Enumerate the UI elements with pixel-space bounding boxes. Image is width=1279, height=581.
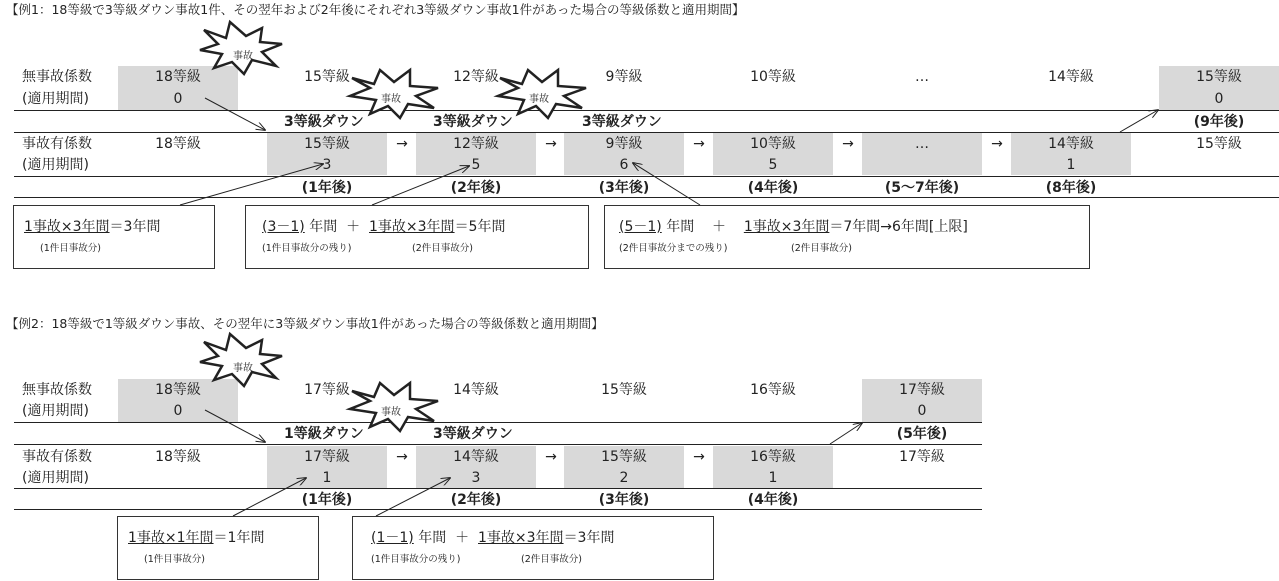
ex1-year-label: (2年後) [450, 180, 502, 196]
ex1-box2-note2: (2件目事故分) [412, 243, 473, 254]
ex1-box2-part2: 1事故×3年間 [369, 219, 455, 235]
ex1-nf-sublabel: (適用期間) [22, 91, 89, 107]
ex2-year-label: (1年後) [301, 492, 353, 508]
ex1-year-label: (1年後) [301, 180, 353, 196]
ex2-f-grade: 15等級 [601, 449, 647, 465]
ex1-flow-arrow: → [693, 136, 705, 152]
ex1-year-label: (3年後) [598, 180, 650, 196]
ex1-flow-arrow: → [545, 136, 557, 152]
ex2-box2-note1: (1件目事故分の残り) [371, 554, 461, 565]
ex1-box3-note1: (2件目事故分までの残り) [619, 243, 728, 254]
ex1-f-sublabel: (適用期間) [22, 157, 89, 173]
ex1-nf-grade: 15等級 [304, 69, 350, 85]
ex2-f-period: 1 [768, 470, 778, 486]
ex1-box3-part1b: 年間 [666, 219, 695, 235]
ex1-year-label: (5～7年後) [884, 180, 960, 196]
ex2-f-grade: 16等級 [750, 449, 796, 465]
ex1-down-label: 3等級ダウン [582, 114, 662, 130]
ex1-accident-label: 事故 [529, 94, 549, 105]
ex1-nf-grade: 10等級 [750, 69, 796, 85]
ex1-nf-grade: 14等級 [1048, 69, 1094, 85]
ex2-f-label: 事故有係数 [22, 449, 92, 465]
ex2-recovery-arrow [830, 423, 862, 444]
ex1-nf-grade: 9等級 [605, 69, 643, 85]
ex2-nf-sublabel: (適用期間) [22, 403, 89, 419]
ex2-accident-burst-1 [200, 334, 282, 386]
ex2-box2-part1b: 年間 [418, 530, 447, 546]
ex1-box3-part1: (5－1) [619, 219, 662, 235]
ex2-box1-note: (1件目事故分) [144, 554, 205, 565]
ex1-nf-period: 0 [1214, 91, 1224, 107]
ex1-f-grade: 12等級 [453, 136, 499, 152]
ex2-drop-arrow [205, 410, 265, 442]
ex2-box2-note2: (2件目事故分) [521, 554, 582, 565]
ex1-nf-grade: 15等級 [1196, 69, 1242, 85]
ex1-box2-plus: ＋ [346, 219, 361, 235]
ex1-down-label: 3等級ダウン [433, 114, 513, 130]
ex2-box1-result: ＝1年間 [213, 530, 265, 546]
ex2-box2-result: ＝3年間 [563, 530, 615, 546]
ex2-accident-label: 事故 [233, 363, 253, 374]
ex1-flow-arrow: → [396, 136, 408, 152]
ex1-f-grade: 10等級 [750, 136, 796, 152]
ex2-year-label: (3年後) [598, 492, 650, 508]
ex2-box2-pointer [376, 478, 450, 516]
ex2-nf-grade: 15等級 [601, 382, 647, 398]
ex2-flow-arrow: → [396, 449, 408, 465]
ex1-box2-pointer [372, 166, 469, 205]
ex1-f-grade: 14等級 [1048, 136, 1094, 152]
ex1-f-grade: … [915, 136, 929, 152]
ex1-accident-label: 事故 [381, 94, 401, 105]
ex1-accident-burst-1 [200, 22, 282, 74]
ex1-f-grade: 18等級 [155, 136, 201, 152]
ex1-f-period: 3 [322, 157, 332, 173]
ex2-nf-period: 0 [173, 403, 183, 419]
ex1-accident-label: 事故 [233, 51, 253, 62]
ex2-final-year: (5年後) [896, 426, 948, 442]
ex1-drop-arrow [205, 98, 265, 130]
ex2-nf-grade: 17等級 [304, 382, 350, 398]
ex1-nf-period: 0 [173, 91, 183, 107]
ex1-box1-calc: 1事故×3年間 [24, 219, 110, 235]
ex2-f-grade: 17等級 [899, 449, 945, 465]
ex1-f-label: 事故有係数 [22, 136, 92, 152]
ex2-box2-part1: (1－1) [371, 530, 414, 546]
ex2-f-sublabel: (適用期間) [22, 470, 89, 486]
ex2-f-period: 1 [322, 470, 332, 486]
ex1-box3-pointer [633, 163, 700, 205]
ex1-f-period: 6 [619, 157, 629, 173]
ex2-accident-label: 事故 [381, 407, 401, 418]
ex2-year-label: (4年後) [747, 492, 799, 508]
ex1-f-period: 5 [471, 157, 481, 173]
ex2-title: 【例2：18等級で1等級ダウン事故、その翌年に3等級ダウン事故1件があった場合の等級係数と適用期間】 [6, 316, 604, 331]
ex1-f-period: 5 [768, 157, 778, 173]
ex1-box3-result: ＝7年間→6年間[上限] [829, 219, 968, 235]
ex1-f-period: 1 [1066, 157, 1076, 173]
ex1-box2-part1: (3－1) [262, 219, 305, 235]
ex2-down-label: 3等級ダウン [433, 426, 513, 442]
ex2-box2-part2: 1事故×3年間 [478, 530, 564, 546]
ex1-box1-pointer [180, 164, 323, 205]
ex1-f-grade: 15等級 [304, 136, 350, 152]
ex1-year-label: (8年後) [1045, 180, 1097, 196]
ex1-recovery-arrow [1120, 110, 1158, 132]
ex1-flow-arrow: → [842, 136, 854, 152]
ex1-nf-grade: 18等級 [155, 69, 201, 85]
ex1-f-grade: 9等級 [605, 136, 643, 152]
ex2-nf-grade: 18等級 [155, 382, 201, 398]
ex2-box1-pointer [233, 478, 306, 516]
ex1-title: 【例1：18等級で3等級ダウン事故1件、その翌年および2年後にそれぞれ3等級ダウン事故1件があった場合の等級係数と適用期間】 [6, 2, 745, 17]
ex2-year-label: (2年後) [450, 492, 502, 508]
ex1-flow-arrow: → [991, 136, 1003, 152]
ex1-box2-note1: (1件目事故分の残り) [262, 243, 352, 254]
ex2-box1-calc: 1事故×1年間 [128, 530, 214, 546]
ex1-nf-grade: … [915, 69, 929, 85]
ex1-box2-part1b: 年間 [309, 219, 338, 235]
ex1-down-label: 3等級ダウン [284, 114, 364, 130]
ex2-f-period: 3 [471, 470, 481, 486]
ex1-nf-grade: 12等級 [453, 69, 499, 85]
ex2-nf-grade: 14等級 [453, 382, 499, 398]
ex2-flow-arrow: → [693, 449, 705, 465]
ex2-nf-label: 無事故係数 [22, 382, 92, 398]
ex2-f-grade: 17等級 [304, 449, 350, 465]
ex1-box1-note: (1件目事故分) [40, 243, 101, 254]
ex2-nf-grade: 16等級 [750, 382, 796, 398]
ex2-down-label: 1等級ダウン [284, 426, 364, 442]
ex2-f-grade: 18等級 [155, 449, 201, 465]
ex2-f-period: 2 [619, 470, 629, 486]
ex1-box3-part2: 1事故×3年間 [743, 219, 830, 235]
ex1-year-label: (4年後) [747, 180, 799, 196]
ex2-nf-grade: 17等級 [899, 382, 945, 398]
ex2-nf-period: 0 [917, 403, 927, 419]
ex1-final-year: (9年後) [1193, 114, 1245, 130]
ex2-box2-plus: ＋ [455, 530, 470, 546]
ex1-nf-label: 無事故係数 [22, 69, 92, 85]
ex1-box1-result: ＝3年間 [109, 219, 161, 235]
ex2-flow-arrow: → [545, 449, 557, 465]
ex1-f-grade: 15等級 [1196, 136, 1242, 152]
ex1-box3-note2: (2件目事故分) [791, 243, 852, 254]
ex2-f-grade: 14等級 [453, 449, 499, 465]
ex1-box2-result: ＝5年間 [454, 219, 506, 235]
ex1-box3-plus: ＋ [712, 219, 727, 235]
